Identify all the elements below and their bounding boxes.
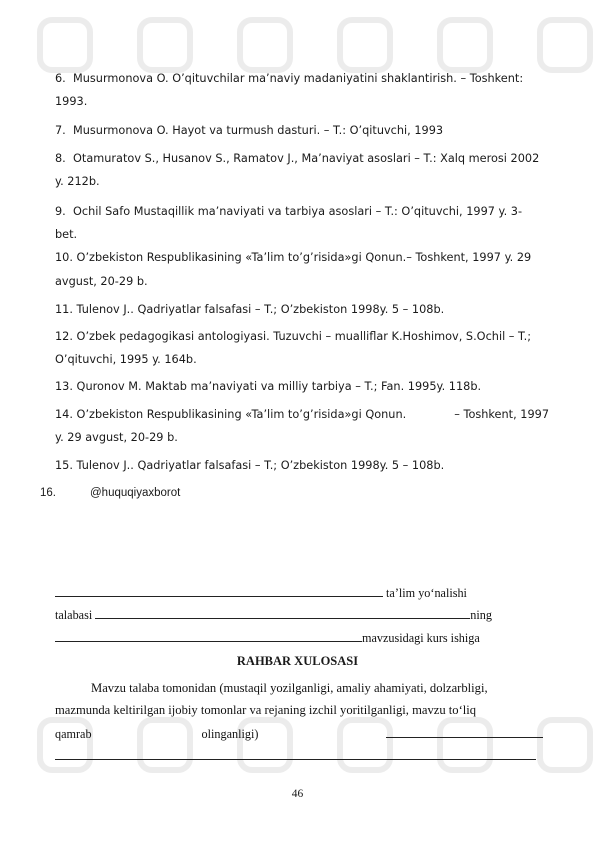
blank-line: [55, 746, 536, 766]
form-line-topic: mavzusidagi kurs ishiga: [55, 628, 480, 648]
reference-item-cont: bet.: [55, 228, 78, 241]
reference-item: 14. O’zbekiston Respublikasining «Ta’lim to’g’risida»gi Qonun. – Toshkent, 1997: [55, 408, 550, 421]
paragraph-line: qamrab olinganligi): [55, 727, 259, 741]
reference-item-cont: avgust, 20-29 b.: [55, 275, 148, 288]
reference-item: 7. Musurmonova O. Hayot va turmush dasturi. – T.: O’qituvchi, 1993: [55, 124, 444, 137]
reference-item: 16. @huquqiyaxborot: [40, 487, 181, 499]
section-title: RAHBAR XULOSASI: [236, 654, 359, 668]
form-line-student: talabasi ning: [55, 608, 492, 622]
paragraph-line: mazmunda keltirilgan ijobiy tomonlar va rejaning izchil yoritilganligi, mavzu to‘liq: [55, 703, 477, 717]
paragraph-line: Mavzu talaba tomonidan (mustaqil yozilganligi, amaliy ahamiyati, dolzarbligi,: [91, 681, 488, 695]
reference-item: 8. Otamuratov S., Husanov S., Ramatov J., Ma’naviyat asoslari – T.: Xalq merosi 2002: [55, 152, 540, 165]
reference-item: 9. Ochil Safo Mustaqillik ma’naviyati va tarbiya asoslari – T.: O’qituvchi, 1997 y. 3-: [55, 205, 523, 218]
reference-item: 12. O’zbek pedagogikasi antologiyasi. Tuzuvchi – mualliflar K.Hoshimov, S.Ochil – T.;: [55, 330, 532, 343]
reference-item: 13. Quronov M. Maktab ma’naviyati va milliy tarbiya – T.; Fan. 1995y. 118b.: [55, 380, 482, 393]
reference-item-cont: y. 212b.: [55, 175, 100, 188]
reference-item-cont: y. 29 avgust, 20-29 b.: [55, 431, 178, 444]
reference-item: 6. Musurmonova O. O’qituvchilar ma’naviy madaniyatini shaklantirish. – Toshkent:: [55, 72, 524, 85]
reference-item: 15. Tulenov J.. Qadriyatlar falsafasi – T.; O’zbekiston 1998y. 5 – 108b.: [55, 459, 445, 472]
reference-item-cont: 1993.: [55, 95, 88, 108]
page-number: 46: [291, 788, 304, 800]
reference-item: 11. Tulenov J.. Qadriyatlar falsafasi – T.; O’zbekiston 1998y. 5 – 108b.: [55, 303, 445, 316]
blank-line: [386, 724, 543, 744]
reference-item-cont: O’qituvchi, 1995 y. 164b.: [55, 353, 197, 366]
reference-item: 10. O’zbekiston Respublikasining «Ta’lim to’g’risida»gi Qonun.– Toshkent, 1997 y. 29: [55, 251, 532, 264]
form-line-direction: ta’lim yo‘nalishi: [55, 583, 467, 603]
